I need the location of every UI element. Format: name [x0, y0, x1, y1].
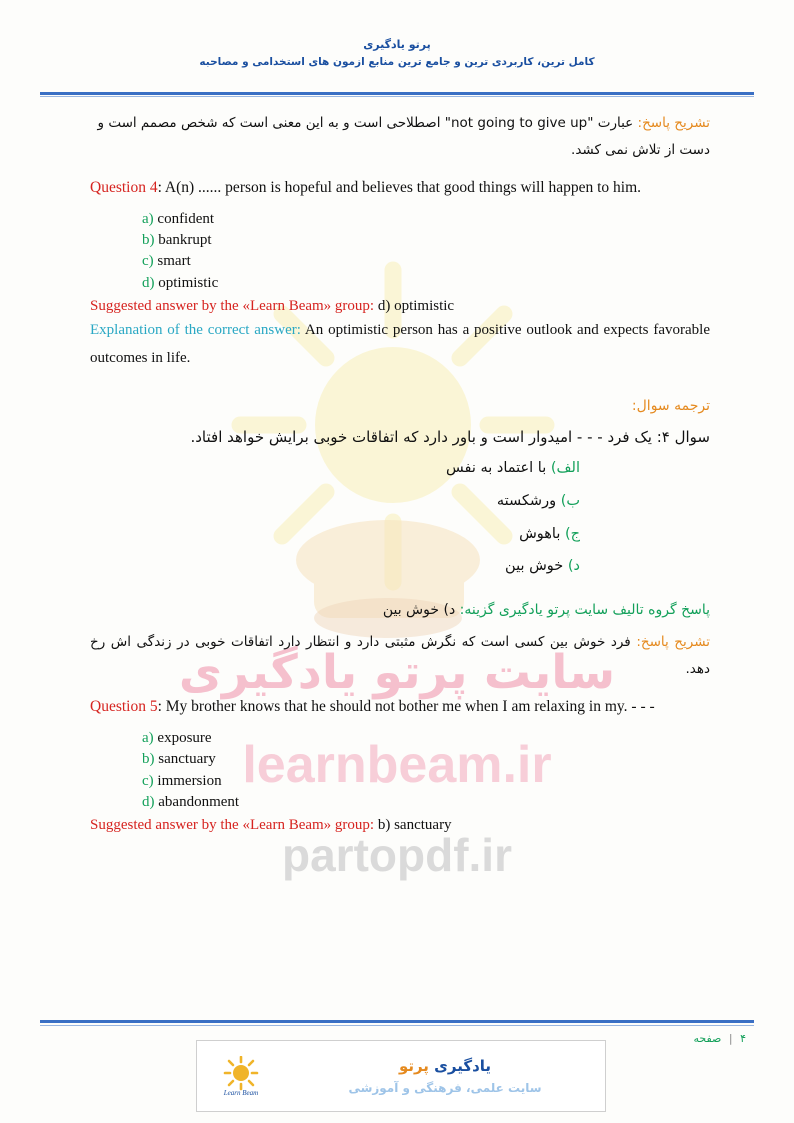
option-item[interactable] — [90, 452, 710, 485]
option-letter: c) — [142, 253, 154, 270]
question-5-options — [142, 728, 710, 813]
question-5-answer-value: b) sanctuary — [377, 817, 452, 834]
option-item[interactable] — [142, 792, 710, 813]
option-item[interactable] — [142, 273, 710, 294]
question-4-fa-stem: سوال ۴: یک فرد - - - امیدوار است و باور دارد که اتفاقات خوبی برایش خواهد افتاد. — [190, 428, 710, 447]
header-subtitle: کامل ترین، کاربردی ترین و جامع ترین منابع ازمون های استخدامی و مصاحبه — [199, 56, 595, 68]
previous-explanation-label: تشریح پاسخ: — [637, 115, 710, 131]
option-text: باهوش — [519, 525, 561, 542]
question-5-number: 5 — [149, 698, 158, 716]
watermark-farsi: سایت پرتو یادگیری — [178, 645, 616, 700]
option-item[interactable] — [142, 209, 710, 230]
option-text: exposure — [157, 730, 212, 747]
option-item[interactable] — [142, 728, 710, 749]
header-title: پرتو یادگیری — [363, 38, 431, 51]
question-4-fa-answer-label: پاسخ گروه تالیف سایت پرتو یادگیری گزینه: — [459, 601, 710, 618]
question-5-answer — [90, 817, 710, 834]
option-letter: د) — [567, 558, 580, 575]
option-letter: a) — [142, 730, 154, 747]
question-4-options — [142, 209, 710, 294]
footer-divider-thin — [40, 1025, 754, 1026]
option-text: با اعتماد به نفس — [446, 460, 547, 477]
question-4-answer-label: Suggested answer by the «Learn Beam» group: — [90, 297, 375, 314]
option-letter: d) — [142, 274, 155, 291]
option-text: خوش بین — [505, 558, 564, 575]
question-5-stem — [90, 693, 710, 722]
page-number-word: صفحه — [693, 1032, 722, 1045]
option-item[interactable] — [90, 518, 710, 551]
option-item[interactable] — [142, 771, 710, 792]
document-content — [90, 110, 710, 834]
footer-brand-title-blue: یادگیری — [434, 1057, 492, 1075]
option-text: ورشکسته — [496, 492, 557, 509]
question-4-explanation-value: An optimistic person has a positive outlook and expects favorable outcomes in life. — [90, 321, 710, 366]
option-text: optimistic — [158, 274, 219, 291]
footer-brand-title — [285, 1057, 605, 1075]
option-letter: c) — [142, 772, 154, 789]
page-header — [0, 38, 794, 68]
option-item[interactable] — [142, 251, 710, 272]
option-text: confident — [157, 210, 215, 227]
question-4-fa-answer-value: د) خوش بین — [382, 601, 456, 618]
footer-brand-text — [285, 1057, 605, 1095]
option-letter: الف) — [550, 460, 580, 477]
header-divider-thin — [40, 96, 754, 97]
page-number — [693, 1032, 746, 1045]
option-text: bankrupt — [158, 231, 212, 248]
watermark-partopdf: partopdf.ir — [282, 829, 512, 881]
option-letter: d) — [142, 794, 155, 811]
option-text: smart — [157, 253, 191, 270]
option-item[interactable] — [142, 230, 710, 251]
question-4-explanation-label: Explanation of the correct answer: — [90, 321, 301, 338]
option-letter: ج) — [564, 525, 580, 542]
option-text: immersion — [157, 772, 222, 789]
footer-divider — [40, 1020, 754, 1023]
option-letter: b) — [142, 751, 155, 768]
option-item[interactable] — [142, 749, 710, 770]
question-5-answer-label: Suggested answer by the «Learn Beam» group: — [90, 817, 375, 834]
option-item[interactable] — [90, 550, 710, 583]
option-letter: b) — [142, 231, 155, 248]
question-5-text: : My brother knows that he should not bother me when I am relaxing in my. - - - — [157, 698, 655, 716]
footer-brand-title-orange: پرتو — [398, 1057, 429, 1075]
option-text: sanctuary — [158, 751, 216, 768]
page-number-separator: | — [728, 1032, 733, 1045]
question-4-fa-explanation-label: تشریح پاسخ: — [636, 634, 711, 651]
option-letter: a) — [142, 210, 154, 227]
translation-heading: ترجمه سوال: — [631, 398, 710, 415]
learnbeam-logo — [197, 1041, 285, 1111]
page-number-value: ۴ — [740, 1032, 746, 1045]
previous-explanation — [90, 110, 710, 164]
question-4-answer — [90, 298, 710, 315]
question-4-fa-explanation — [90, 629, 710, 683]
option-letter: ب) — [560, 492, 580, 509]
footer-brand-subtitle: سایت علمی، فرهنگی و آموزشی — [348, 1081, 542, 1095]
question-4-text: : A(n) ...... person is hopeful and believes that good things will happen to him. — [157, 179, 642, 196]
question-4-fa-options — [90, 452, 710, 583]
question-4-answer-value: d) optimistic — [377, 297, 455, 314]
question-4-fa-explanation-value: فرد خوش بین کسی است که نگرش مثبتی دارد و انتظار دارد اتفاقات خوبی در زندگی اش رخ دهد. — [90, 634, 710, 678]
question-5-label: Question — [90, 698, 146, 716]
option-text: abandonment — [158, 794, 240, 811]
footer-brand-box — [196, 1040, 606, 1112]
question-4-stem — [90, 174, 710, 203]
watermark-learnbeam: learnbeam.ir — [242, 736, 552, 794]
learnbeam-logo-label: Learn Beam — [223, 1089, 259, 1097]
previous-explanation-text: عبارت "not going to give up" اصطلاحی است و به این معنی است که شخص مصمم است و دست از تلاش نمی کشد. — [97, 115, 710, 158]
question-4-number: 4 — [149, 179, 158, 196]
question-4-fa-answer — [90, 597, 710, 624]
question-4-explanation — [90, 317, 710, 373]
option-item[interactable] — [90, 485, 710, 518]
question-4-label: Question — [90, 179, 146, 196]
header-divider — [40, 92, 754, 95]
